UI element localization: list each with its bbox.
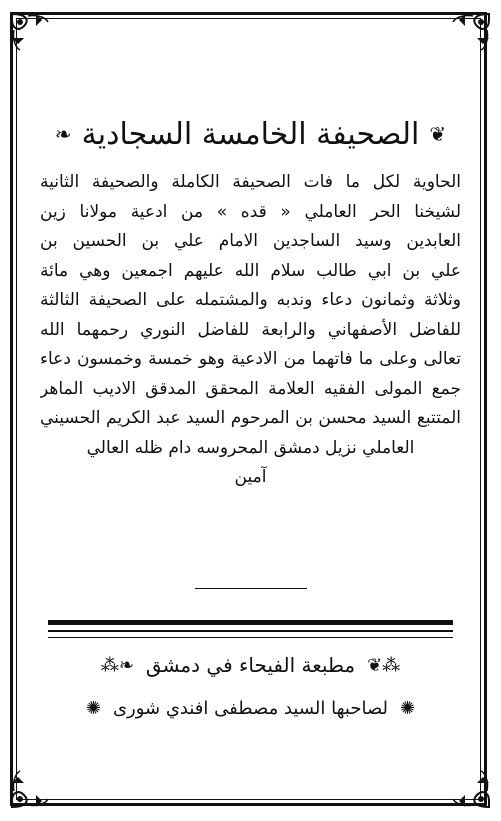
corner-flourish-icon [8, 10, 52, 54]
press-name: مطبعة الفيحاء في دمشق [145, 653, 356, 677]
thick-divider [48, 620, 453, 625]
fleuron-icon: ✺ [400, 697, 416, 719]
thin-divider [48, 630, 453, 632]
text-line: وثلاثة وثمانون دعاء وندبه والمشتمله على الصحيفة الثالثة [40, 290, 461, 310]
title-row [40, 112, 461, 156]
scroll-ornament-icon: ❧⁂ [100, 654, 134, 676]
fleuron-icon: ✺ [85, 697, 101, 719]
press-owner: لصاحبها السيد مصطفى افندي شورى [112, 697, 389, 719]
corner-flourish-icon [8, 767, 52, 811]
text-line: جمع المولى الفقيه العلامة المحقق المدقق الاديب الماهر [40, 378, 461, 399]
press-row [40, 648, 461, 682]
thin-divider [48, 637, 453, 638]
text-line: علي بن ابي طالب سلام الله عليهم اجمعين وهي مائة [40, 260, 461, 281]
corner-flourish-icon [449, 10, 493, 54]
scroll-ornament-icon: ⁂❦ [367, 654, 401, 676]
text-line: الحاوية لكل ما فات الصحيفة الكاملة والصحيفة الثانية [40, 172, 461, 192]
corner-flourish-icon [449, 767, 493, 811]
leaf-ornament-icon: ❦ [429, 122, 447, 146]
page-title: الصحيفة الخامسة السجادية [81, 116, 420, 152]
description-block [40, 168, 461, 493]
amen-line: آمين [234, 467, 267, 487]
text-line: العاملي نزيل دمشق المحروسه دام ظله العالي [86, 437, 415, 458]
owner-row [40, 692, 461, 724]
text-line: للفاضل الأصفهاني والرابعة للفاضل النوري رحمهما الله [40, 319, 461, 340]
text-line: العابدين وسيد الساجدين الامام علي بن الحسين بن [40, 231, 461, 251]
text-line: المتتبع السيد محسن بن المرحوم السيد عبد الكريم الحسيني [40, 408, 461, 428]
text-line: لشيخنا الحر العاملي « قده » من ادعية مولانا زين [40, 201, 461, 222]
text-line: تعالى وعلى ما فاتهما من الادعية وهو خمسة وخمسون دعاء [40, 349, 461, 369]
leaf-ornament-icon: ❧ [54, 122, 72, 146]
short-divider [195, 588, 307, 589]
